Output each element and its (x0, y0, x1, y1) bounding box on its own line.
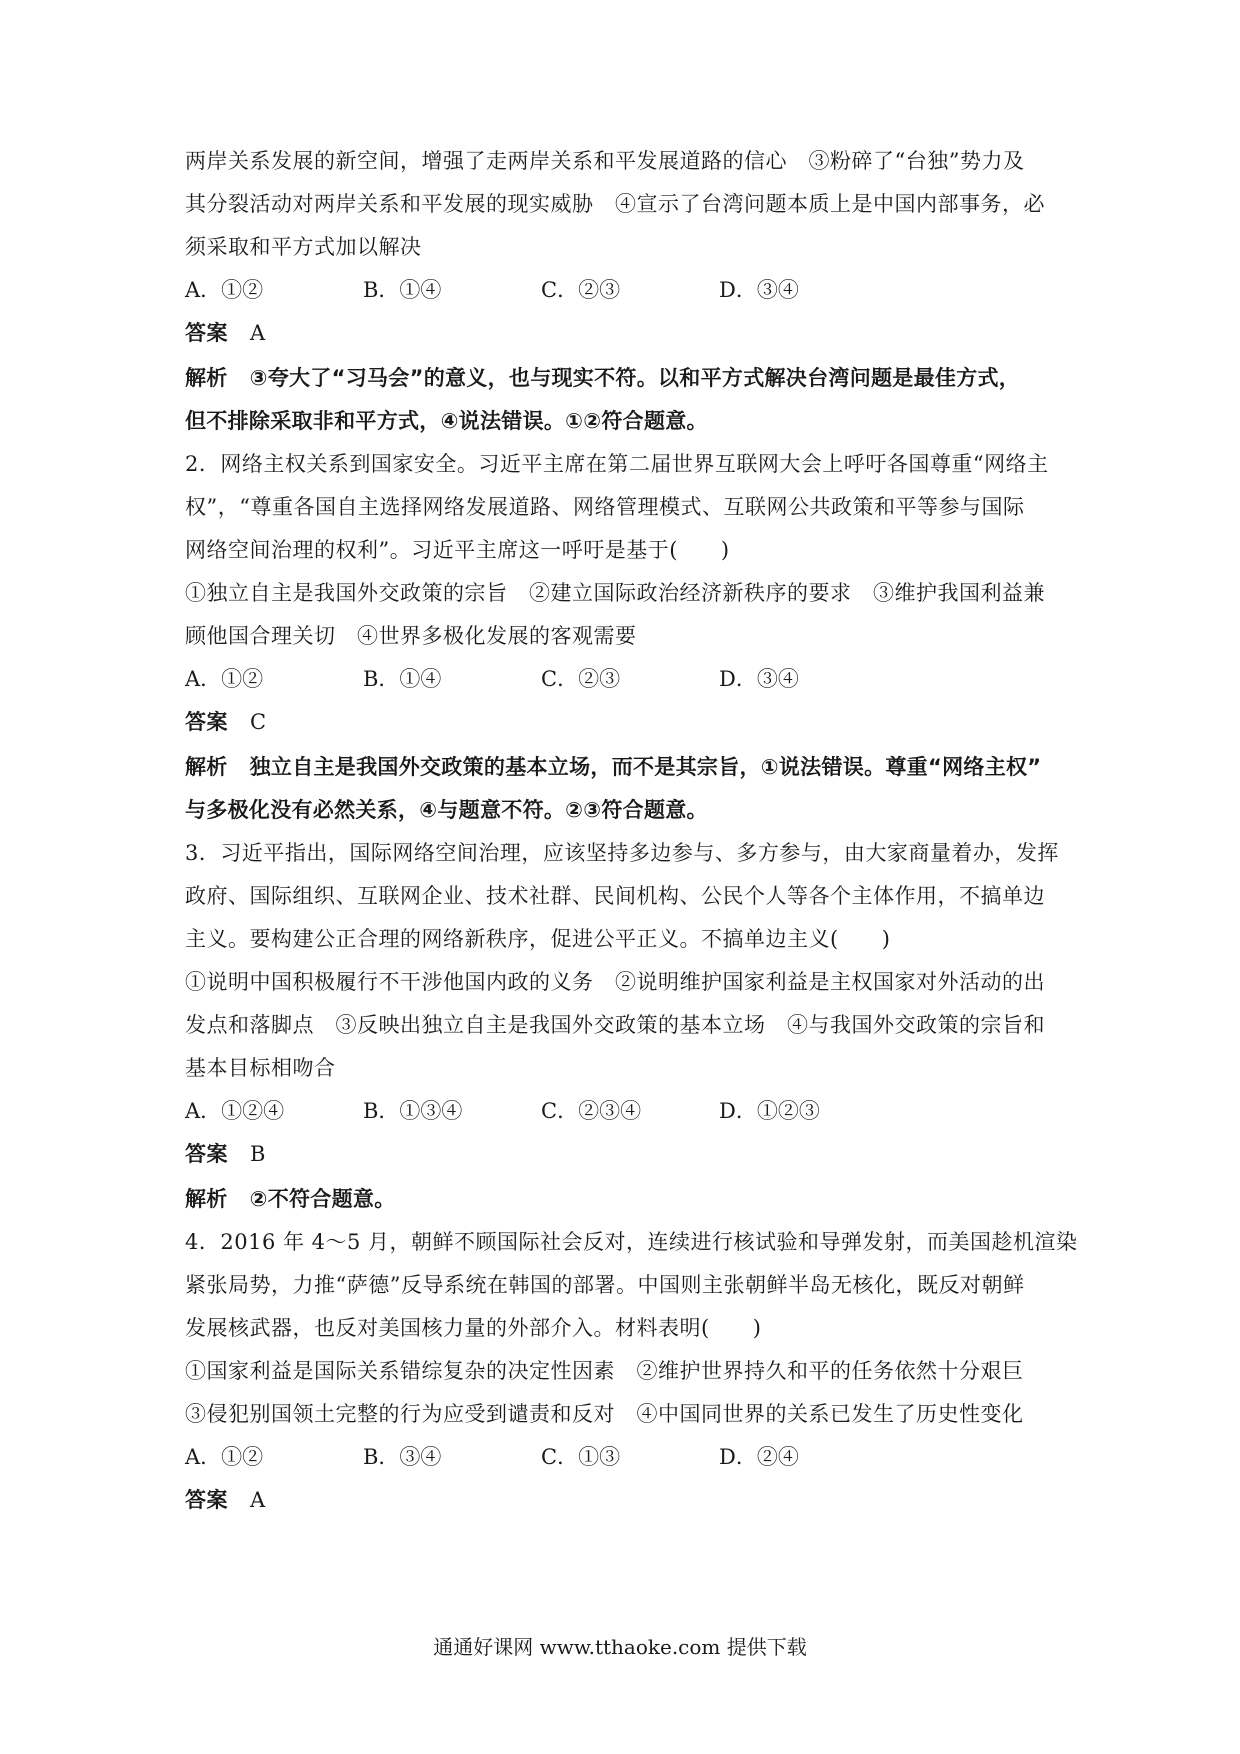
question-text-line: 发展核武器，也反对美国核力量的外部介入。材料表明( ) (185, 1316, 762, 1340)
question-text-line: 其分裂活动对两岸关系和平发展的现实威胁 ④宣示了台湾问题本质上是中国内部事务，必 (185, 192, 1045, 216)
explanation-line (185, 1178, 1075, 1221)
answer-label: 答案 (185, 1488, 228, 1512)
answer-value: C (250, 710, 267, 734)
question-text-line: 须采取和平方式加以解决 (185, 235, 422, 259)
answer-line (185, 312, 1075, 355)
question-text-line: 2．网络主权关系到国家安全。习近平主席在第二届世界互联网大会上呼吁各国尊重“网络主 (185, 452, 1049, 476)
answer-value: A (250, 321, 266, 345)
answer-line (185, 1133, 1075, 1176)
question-text-line: 主义。要构建公正合理的网络新秩序，促进公平正义。不搞单边主义( ) (185, 927, 891, 951)
option-c: C．①③ (541, 1445, 621, 1469)
question-text-line: ①说明中国积极履行不干涉他国内政的义务 ②说明维护国家利益是主权国家对外活动的出 (185, 970, 1045, 994)
question-text-line: 3．习近平指出，国际网络空间治理，应该坚持多边参与、多方参与，由大家商量着办，发挥 (185, 841, 1059, 865)
answer-label: 答案 (185, 321, 228, 345)
question-text-line: 两岸关系发展的新空间，增强了走两岸关系和平发展道路的信心 ③粉碎了“台独”势力及 (185, 149, 1025, 173)
explanation-line (185, 357, 1075, 400)
explanation-label: 解析 (185, 1187, 228, 1211)
option-a: A．①② (185, 278, 264, 302)
explanation-text: 独立自主是我国外交政策的基本立场，而不是其宗旨，①说法错误。尊重“网络主权” (249, 755, 1042, 779)
explanation-text: ②不符合题意。 (249, 1187, 396, 1211)
answer-options (185, 1090, 1075, 1133)
explanation-text: ③夸大了“习马会”的意义，也与现实不符。以和平方式解决台湾问题是最佳方式， (249, 366, 1021, 390)
question-1 (185, 140, 1075, 443)
answer-label: 答案 (185, 710, 228, 734)
option-c: C．②③ (541, 278, 621, 302)
option-b: B．①④ (363, 278, 442, 302)
option-d: D．②④ (719, 1445, 799, 1469)
question-text-line: ③侵犯别国领土完整的行为应受到谴责和反对 ④中国同世界的关系已发生了历史性变化 (185, 1402, 1024, 1426)
question-4 (185, 1221, 1078, 1522)
question-2 (185, 443, 1075, 832)
option-a: A．①② (185, 1445, 264, 1469)
answer-value: B (250, 1142, 266, 1166)
answer-options (185, 658, 1075, 701)
document-body (185, 140, 1078, 1522)
option-d: D．③④ (719, 278, 799, 302)
question-text-line: 发点和落脚点 ③反映出独立自主是我国外交政策的基本立场 ④与我国外交政策的宗旨和 (185, 1013, 1045, 1037)
question-text-line: 权”，“尊重各国自主选择网络发展道路、网络管理模式、互联网公共政策和平等参与国际 (185, 495, 1025, 519)
option-a: A．①②④ (185, 1099, 285, 1123)
question-text-line: ①独立自主是我国外交政策的宗旨 ②建立国际政治经济新秩序的要求 ③维护我国利益兼 (185, 581, 1045, 605)
explanation-label: 解析 (185, 366, 228, 390)
option-c: C．②③④ (541, 1099, 642, 1123)
explanation-text: 与多极化没有必然关系，④与题意不符。②③符合题意。 (185, 798, 708, 822)
page-footer: 通通好课网 www.tthaoke.com 提供下载 (433, 1635, 807, 1659)
option-a: A．①② (185, 667, 264, 691)
answer-options (185, 1436, 1075, 1479)
option-c: C．②③ (541, 667, 621, 691)
answer-label: 答案 (185, 1142, 228, 1166)
option-d: D．①②③ (719, 1099, 820, 1123)
answer-options (185, 269, 1075, 312)
explanation-line (185, 746, 1075, 789)
option-d: D．③④ (719, 667, 799, 691)
question-text-line: 顾他国合理关切 ④世界多极化发展的客观需要 (185, 624, 637, 648)
question-text-line: 基本目标相吻合 (185, 1056, 336, 1080)
answer-line (185, 701, 1075, 744)
explanation-label: 解析 (185, 755, 228, 779)
option-b: B．①③④ (363, 1099, 463, 1123)
answer-line (185, 1479, 1075, 1522)
question-text-line: 政府、国际组织、互联网企业、技术社群、民间机构、公民个人等各个主体作用，不搞单边 (185, 884, 1045, 908)
question-3 (185, 832, 1075, 1221)
question-text-line: ①国家利益是国际关系错综复杂的决定性因素 ②维护世界持久和平的任务依然十分艰巨 (185, 1359, 1024, 1383)
question-text-line: 网络空间治理的权利”。习近平主席这一呼吁是基于( ) (185, 538, 730, 562)
question-text-line: 紧张局势，力推“萨德”反导系统在韩国的部署。中国则主张朝鲜半岛无核化，既反对朝鲜 (185, 1273, 1025, 1297)
answer-value: A (250, 1488, 266, 1512)
option-b: B．①④ (363, 667, 442, 691)
question-text-line: 4．2016 年 4～5 月，朝鲜不顾国际社会反对，连续进行核试验和导弹发射，而美国趁机渲染 (185, 1230, 1078, 1254)
option-b: B．③④ (363, 1445, 442, 1469)
explanation-text: 但不排除采取非和平方式，④说法错误。①②符合题意。 (185, 409, 708, 433)
